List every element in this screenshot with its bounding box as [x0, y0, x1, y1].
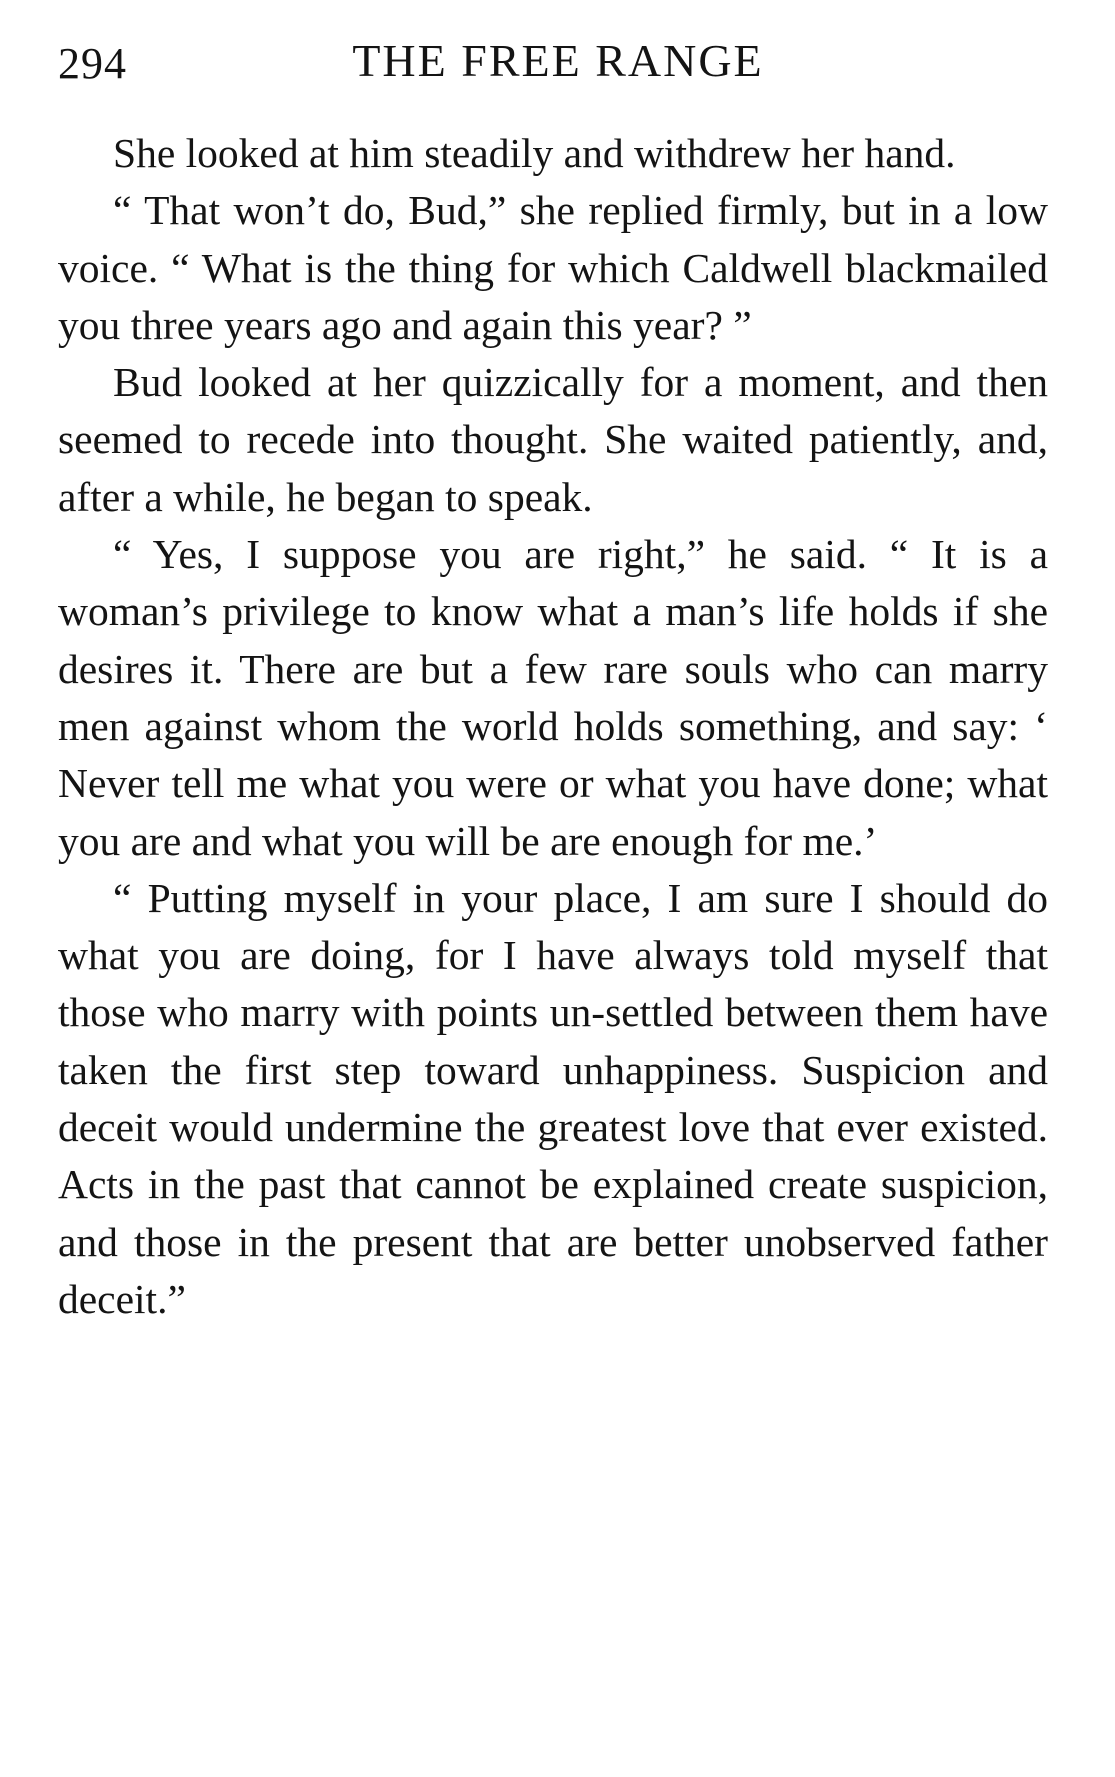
running-title: THE FREE RANGE	[352, 35, 764, 86]
paragraph: Bud looked at her quizzically for a moment, and then seemed to recede into thought. She waited patiently, and, after a while, he began to speak.	[58, 359, 1048, 520]
paragraph: She looked at him steadily and withdrew her hand.	[113, 130, 956, 176]
running-head	[58, 32, 1048, 92]
page-number: 294	[58, 39, 127, 88]
paragraph: “ That won’t do, Bud,” she replied firmly, but in a low voice. “ What is the thing for which Caldwell blackmailed you three years ago and again this year? ”	[58, 187, 1048, 348]
body-text	[58, 125, 1048, 1328]
paragraph: “ Yes, I suppose you are right,” he said. “ It is a woman’s privilege to know what a man’s life holds if she desires it. There are but a few rare souls who can marry men against whom the world holds something, and say: ‘ Never tell me what you were or what you have done; what you are and what you will be are enough for me.’	[58, 531, 1048, 864]
paragraph: “ Putting myself in your place, I am sure I should do what you are doing, for I have always told myself that those who marry with points un-settled between them have taken the first step toward unhappiness. Suspicion and deceit would undermine the greatest love that ever existed. Acts in the past that cannot be explained create suspicion, and those in the present that are better unobserved father deceit.”	[58, 874, 1048, 1322]
